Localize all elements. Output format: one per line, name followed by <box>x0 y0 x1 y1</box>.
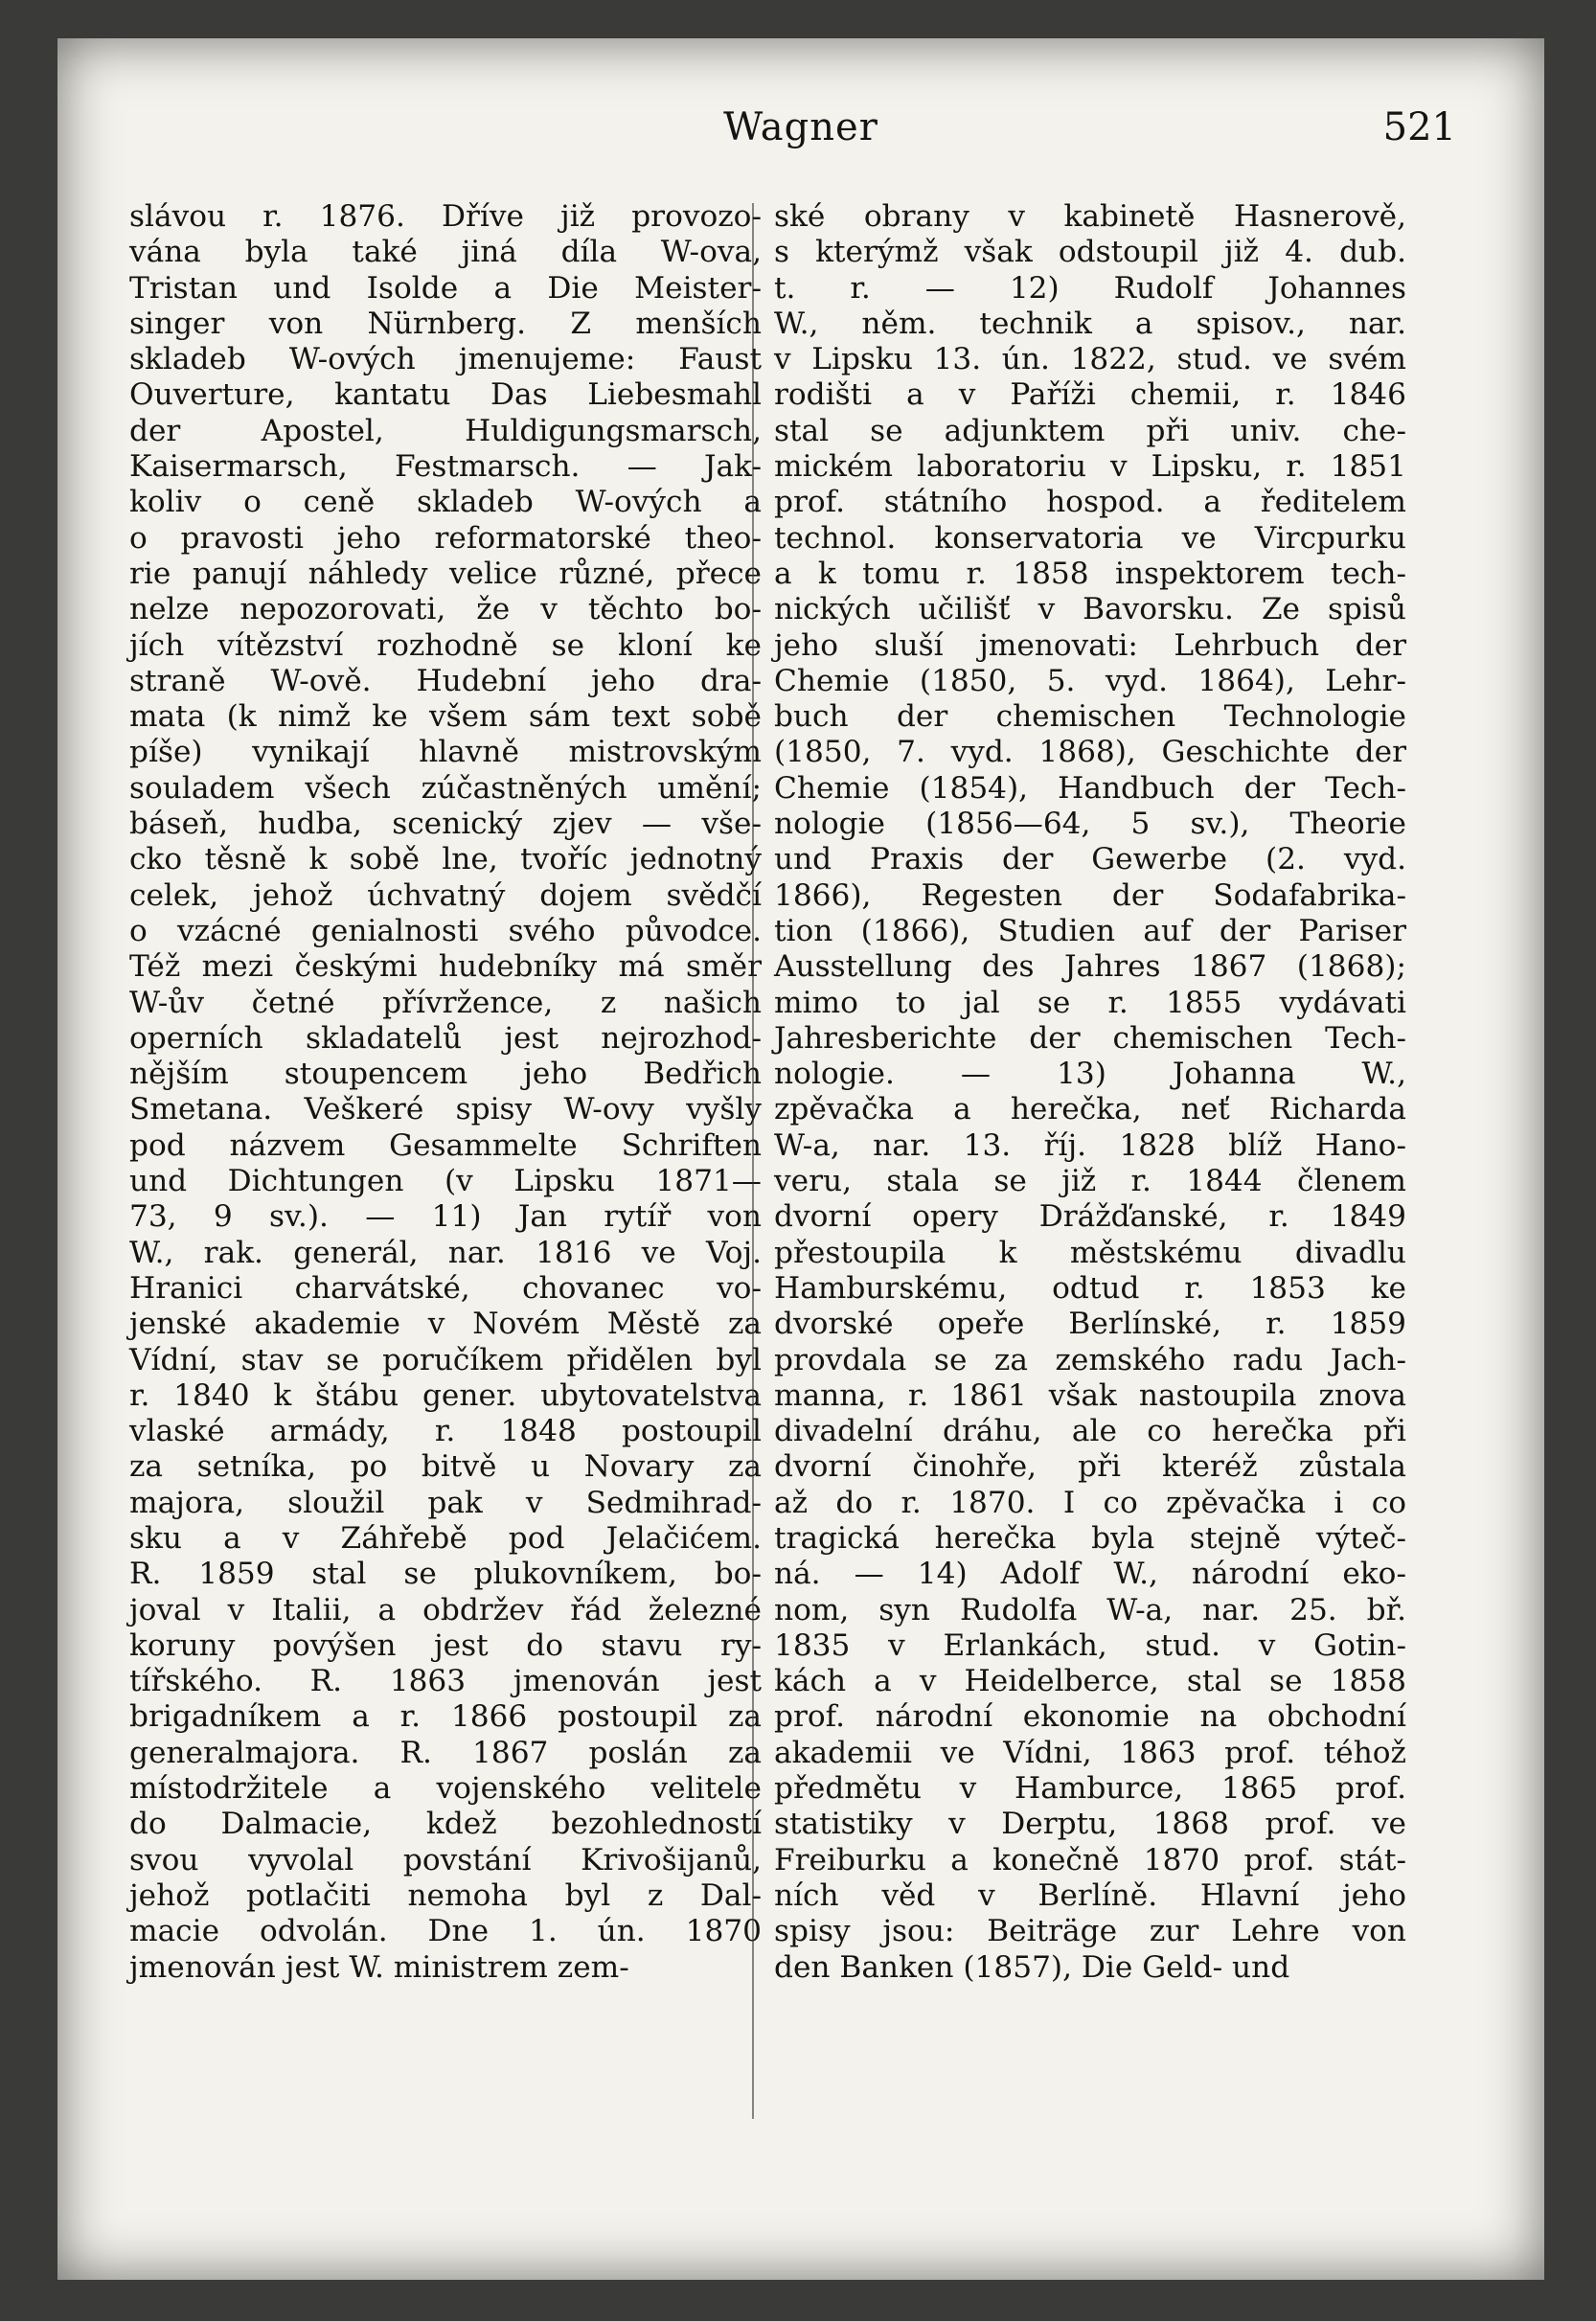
text-line: akademii ve Vídni, 1863 prof. téhož <box>774 1735 1406 1770</box>
text-line: ná. — 14) Adolf W., národní eko- <box>774 1557 1406 1592</box>
text-line: macie odvolán. Dne 1. ún. 1870 <box>129 1914 762 1949</box>
text-line: koliv o ceně skladeb W-ových a <box>129 485 762 520</box>
text-line: (1850, 7. vyd. 1868), Geschichte der <box>774 735 1406 770</box>
text-line: Ausstellung des Jahres 1867 (1868); <box>774 949 1406 985</box>
text-line: ské obrany v kabinetě Hasnerově, <box>774 199 1406 234</box>
text-line: souladem všech zúčastněných umění; <box>129 770 762 806</box>
text-line: manna, r. 1861 však nastoupila znova <box>774 1377 1406 1413</box>
text-line: W., něm. technik a spisov., nar. <box>774 306 1406 341</box>
text-line: píše) vynikají hlavně mistrovským <box>129 735 762 770</box>
text-line: nických učilišť v Bavorsku. Ze spisů <box>774 592 1406 627</box>
text-line: sku a v Záhřebě pod Jelačićem. <box>129 1520 762 1556</box>
text-line: der Apostel, Huldigungsmarsch, <box>129 413 762 448</box>
text-line: jenské akademie v Novém Městě za <box>129 1307 762 1342</box>
text-line: r. 1840 k štábu gener. ubytovatelstva <box>129 1377 762 1413</box>
text-line: 73, 9 sv.). — 11) Jan rytíř von <box>129 1199 762 1235</box>
text-line: jích vítězství rozhodně se kloní ke <box>129 627 762 663</box>
text-line: rodišti a v Paříži chemii, r. 1846 <box>774 377 1406 413</box>
text-line: dvorské opeře Berlínské, r. 1859 <box>774 1307 1406 1342</box>
text-line: nějším stoupencem jeho Bedřich <box>129 1057 762 1092</box>
text-line: technol. konservatoria ve Vircpurku <box>774 520 1406 556</box>
text-line: statistiky v Derptu, 1868 prof. ve <box>774 1807 1406 1842</box>
text-line: stal se adjunktem při univ. che- <box>774 413 1406 448</box>
text-line: tion (1866), Studien auf der Pariser <box>774 913 1406 948</box>
text-line: až do r. 1870. I co zpěvačka i co <box>774 1485 1406 1520</box>
text-line: den Banken (1857), Die Geld- und <box>774 1949 1290 1985</box>
text-line: tragická herečka byla stejně výteč- <box>774 1520 1406 1556</box>
text-line: prof. státního hospod. a ředitelem <box>774 485 1406 520</box>
text-line: o vzácné genialnosti svého původce. <box>129 913 762 948</box>
text-line: cko těsně k sobě lne, tvoříc jednotný <box>129 842 762 877</box>
text-line: místodržitele a vojenského velitele <box>129 1771 762 1807</box>
text-line: Chemie (1854), Handbuch der Tech- <box>774 770 1406 806</box>
text-line: jehož potlačiti nemoha byl z Dal- <box>129 1877 762 1913</box>
text-line: zpěvačka a herečka, neť Richarda <box>774 1092 1406 1127</box>
text-line: Kaisermarsch, Festmarsch. — Jak- <box>129 449 762 485</box>
text-line: provdala se za zemského radu Jach- <box>774 1342 1406 1377</box>
text-line: předmětu v Hamburce, 1865 prof. <box>774 1771 1406 1807</box>
left-column <box>129 199 762 1986</box>
text-line: tířského. R. 1863 jmenován jest <box>129 1664 762 1699</box>
text-line: nelze nepozorovati, že v těchto bo- <box>129 592 762 627</box>
text-line: spisy jsou: Beiträge zur Lehre von <box>774 1914 1406 1949</box>
text-line: generalmajora. R. 1867 poslán za <box>129 1735 762 1770</box>
text-line: Hranici charvátské, chovanec vo- <box>129 1270 762 1306</box>
text-line: brigadníkem a r. 1866 postoupil za <box>129 1699 762 1735</box>
text-line: svou vyvolal povstání Krivošijanů, <box>129 1842 762 1877</box>
text-line: W., rak. generál, nar. 1816 ve Voj. <box>129 1235 762 1270</box>
text-line: singer von Nürnberg. Z menších <box>129 306 762 341</box>
text-line: mickém laboratoriu v Lipsku, r. 1851 <box>774 449 1406 485</box>
text-line: vána byla také jiná díla W-ova, <box>129 235 762 270</box>
text-line: mata (k nimž ke všem sám text sobě <box>129 699 762 735</box>
text-line: Jahresberichte der chemischen Tech- <box>774 1020 1406 1056</box>
text-line: Hamburskému, odtud r. 1853 ke <box>774 1270 1406 1306</box>
text-line: R. 1859 stal se plukovníkem, bo- <box>129 1557 762 1592</box>
text-line: Smetana. Veškeré spisy W-ovy vyšly <box>129 1092 762 1127</box>
text-line: veru, stala se již r. 1844 členem <box>774 1164 1406 1199</box>
text-line: do Dalmacie, kdež bezohledností <box>129 1807 762 1842</box>
text-line: Freiburku a konečně 1870 prof. stát- <box>774 1842 1406 1877</box>
text-line: přestoupila k městskému divadlu <box>774 1235 1406 1270</box>
text-line: skladeb W-ových jmenujeme: Faust <box>129 342 762 377</box>
text-line: straně W-ově. Hudební jeho dra- <box>129 663 762 698</box>
text-line: dvorní činohře, při kteréž zůstala <box>774 1449 1406 1485</box>
text-line: v Lipsku 13. ún. 1822, stud. ve svém <box>774 342 1406 377</box>
text-line: a k tomu r. 1858 inspektorem tech- <box>774 556 1406 591</box>
text-line: divadelní dráhu, ale co herečka při <box>774 1414 1406 1449</box>
text-line: Vídní, stav se poručíkem přidělen byl <box>129 1342 762 1377</box>
page-number: 521 <box>1382 105 1456 149</box>
text-line: báseň, hudba, scenický zjev — vše- <box>129 807 762 842</box>
text-line: mimo to jal se r. 1855 vydávati <box>774 985 1406 1020</box>
text-line: W-a, nar. 13. říj. 1828 blíž Hano- <box>774 1127 1406 1163</box>
text-line: buch der chemischen Technologie <box>774 699 1406 735</box>
header-title: Wagner <box>723 105 878 149</box>
text-line: nologie. — 13) Johanna W., <box>774 1057 1406 1092</box>
text-line: kách a v Heidelberce, stal se 1858 <box>774 1664 1406 1699</box>
text-line: za setníka, po bitvě u Novary za <box>129 1449 762 1485</box>
text-line: joval v Italii, a obdržev řád železné <box>129 1592 762 1627</box>
text-line: Tristan und Isolde a Die Meister- <box>129 270 762 306</box>
text-line: Ouverture, kantatu Das Liebesmahl <box>129 377 762 413</box>
text-line: slávou r. 1876. Dříve již provozo- <box>129 199 762 234</box>
text-line: und Praxis der Gewerbe (2. vyd. <box>774 842 1406 877</box>
column-rule <box>752 203 754 2119</box>
text-line: majora, sloužil pak v Sedmihrad- <box>129 1485 762 1520</box>
text-line: jeho sluší jmenovati: Lehrbuch der <box>774 627 1406 663</box>
book-page <box>57 38 1544 2280</box>
text-line: celek, jehož úchvatný dojem svědčí <box>129 877 762 913</box>
text-line: W-ův četné přívržence, z našich <box>129 985 762 1020</box>
text-line: rie panují náhledy velice různé, přece <box>129 556 762 591</box>
text-line: operních skladatelů jest nejrozhod- <box>129 1020 762 1056</box>
text-line: und Dichtungen (v Lipsku 1871— <box>129 1164 762 1199</box>
right-column <box>774 199 1406 1986</box>
text-line: Chemie (1850, 5. vyd. 1864), Lehr- <box>774 663 1406 698</box>
text-line: Též mezi českými hudebníky má směr <box>129 949 762 985</box>
running-header <box>57 105 1544 172</box>
text-line: s kterýmž však odstoupil již 4. dub. <box>774 235 1406 270</box>
text-line: ních věd v Berlíně. Hlavní jeho <box>774 1877 1406 1913</box>
text-line: vlaské armády, r. 1848 postoupil <box>129 1414 762 1449</box>
text-line: 1866), Regesten der Sodafabrika- <box>774 877 1406 913</box>
text-line: t. r. — 12) Rudolf Johannes <box>774 270 1406 306</box>
text-line: pod názvem Gesammelte Schriften <box>129 1127 762 1163</box>
text-line: nom, syn Rudolfa W-a, nar. 25. bř. <box>774 1592 1406 1627</box>
text-line: nologie (1856—64, 5 sv.), Theorie <box>774 807 1406 842</box>
text-line: koruny povýšen jest do stavu ry- <box>129 1627 762 1663</box>
text-line: 1835 v Erlankách, stud. v Gotin- <box>774 1627 1406 1663</box>
text-line: o pravosti jeho reformatorské theo- <box>129 520 762 556</box>
text-line: prof. národní ekonomie na obchodní <box>774 1699 1406 1735</box>
text-line: dvorní opery Drážďanské, r. 1849 <box>774 1199 1406 1235</box>
text-line: jmenován jest W. ministrem zem- <box>129 1949 629 1985</box>
